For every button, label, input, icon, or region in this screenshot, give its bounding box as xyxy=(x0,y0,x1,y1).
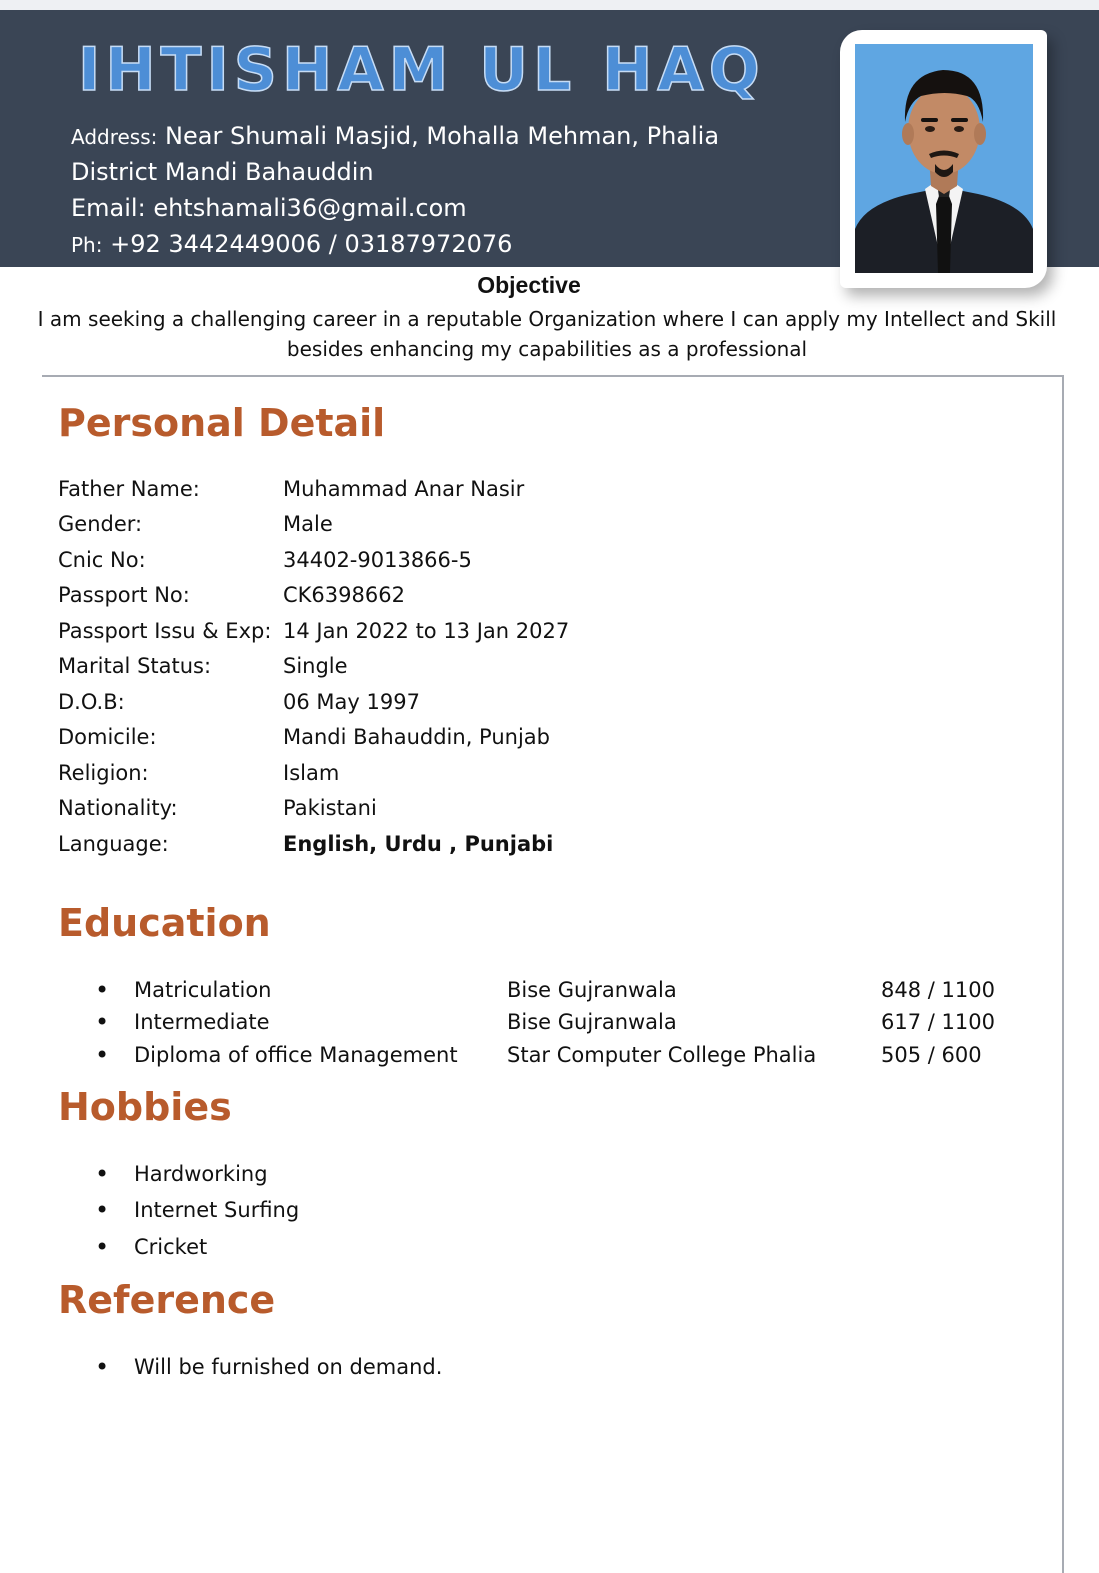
phone-label: Ph: xyxy=(71,233,103,257)
detail-value: Mandi Bahauddin, Punjab xyxy=(283,725,551,749)
education-board: Star Computer College Phalia xyxy=(507,1043,817,1067)
profile-photo-frame xyxy=(840,30,1047,288)
candidate-name: IHTISHAM UL HAQ xyxy=(78,35,765,105)
hobby-text: Hardworking xyxy=(134,1162,268,1186)
divider-horizontal xyxy=(42,375,1064,377)
top-strip xyxy=(0,0,1099,10)
objective-text: I am seeking a challenging career in a reputable Organization where I can apply my Intellect and Skill besides enhancing my capabilities as a professional xyxy=(37,307,1057,361)
address-value: Near Shumali Masjid, Mohalla Mehman, Phalia xyxy=(165,122,720,150)
phone-value: +92 3442449006 / 03187972076 xyxy=(110,230,513,258)
bullet-icon: • xyxy=(95,976,110,1004)
reference-text: Will be furnished on demand. xyxy=(134,1355,443,1379)
detail-label: Domicile: xyxy=(58,725,157,749)
detail-value: English, Urdu , Punjabi xyxy=(283,832,554,856)
hobbies-title: Hobbies xyxy=(58,1085,232,1129)
detail-value: 06 May 1997 xyxy=(283,690,420,714)
bullet-icon: • xyxy=(95,1196,110,1224)
email-value: ehtshamali36@gmail.com xyxy=(153,194,467,222)
detail-value: Male xyxy=(283,512,333,536)
detail-value: CK6398662 xyxy=(283,583,405,607)
detail-label: Cnic No: xyxy=(58,548,146,572)
detail-label: Religion: xyxy=(58,761,149,785)
email-label: Email: xyxy=(71,194,146,222)
detail-label: D.O.B: xyxy=(58,690,125,714)
portrait-illustration xyxy=(855,44,1033,273)
education-marks: 505 / 600 xyxy=(881,1043,982,1067)
education-degree: Intermediate xyxy=(134,1010,270,1034)
email-line xyxy=(71,196,467,220)
bullet-icon: • xyxy=(95,1041,110,1069)
detail-value: Single xyxy=(283,654,348,678)
education-marks: 617 / 1100 xyxy=(881,1010,995,1034)
detail-label: Gender: xyxy=(58,512,143,536)
address-label: Address: xyxy=(71,125,158,149)
phone-line xyxy=(71,232,512,256)
hobby-text: Cricket xyxy=(134,1235,208,1259)
hobby-text: Internet Surfing xyxy=(134,1198,300,1222)
detail-label: Passport Issu & Exp: xyxy=(58,619,272,643)
education-board: Bise Gujranwala xyxy=(507,978,677,1002)
profile-photo xyxy=(855,44,1033,273)
education-title: Education xyxy=(58,901,271,945)
education-board: Bise Gujranwala xyxy=(507,1010,677,1034)
bullet-icon: • xyxy=(95,1233,110,1261)
detail-value: Islam xyxy=(283,761,340,785)
bullet-icon: • xyxy=(95,1160,110,1188)
personal-detail-title: Personal Detail xyxy=(58,401,386,445)
divider-vertical xyxy=(1062,375,1064,1573)
detail-value: 34402-9013866-5 xyxy=(283,548,472,572)
detail-value: 14 Jan 2022 to 13 Jan 2027 xyxy=(283,619,570,643)
detail-value: Muhammad Anar Nasir xyxy=(283,477,525,501)
education-degree: Matriculation xyxy=(134,978,272,1002)
education-marks: 848 / 1100 xyxy=(881,978,995,1002)
detail-label: Father Name: xyxy=(58,477,200,501)
detail-label: Marital Status: xyxy=(58,654,212,678)
education-degree: Diploma of office Management xyxy=(134,1043,458,1067)
reference-title: Reference xyxy=(58,1278,276,1322)
objective-title: Objective xyxy=(477,272,581,298)
address-line-2: District Mandi Bahauddin xyxy=(71,158,374,186)
bullet-icon: • xyxy=(95,1353,110,1381)
bullet-icon: • xyxy=(95,1008,110,1036)
detail-label: Passport No: xyxy=(58,583,190,607)
address-line-1 xyxy=(71,124,719,148)
detail-label: Nationality: xyxy=(58,796,178,820)
detail-value: Pakistani xyxy=(283,796,377,820)
detail-label: Language: xyxy=(58,832,169,856)
